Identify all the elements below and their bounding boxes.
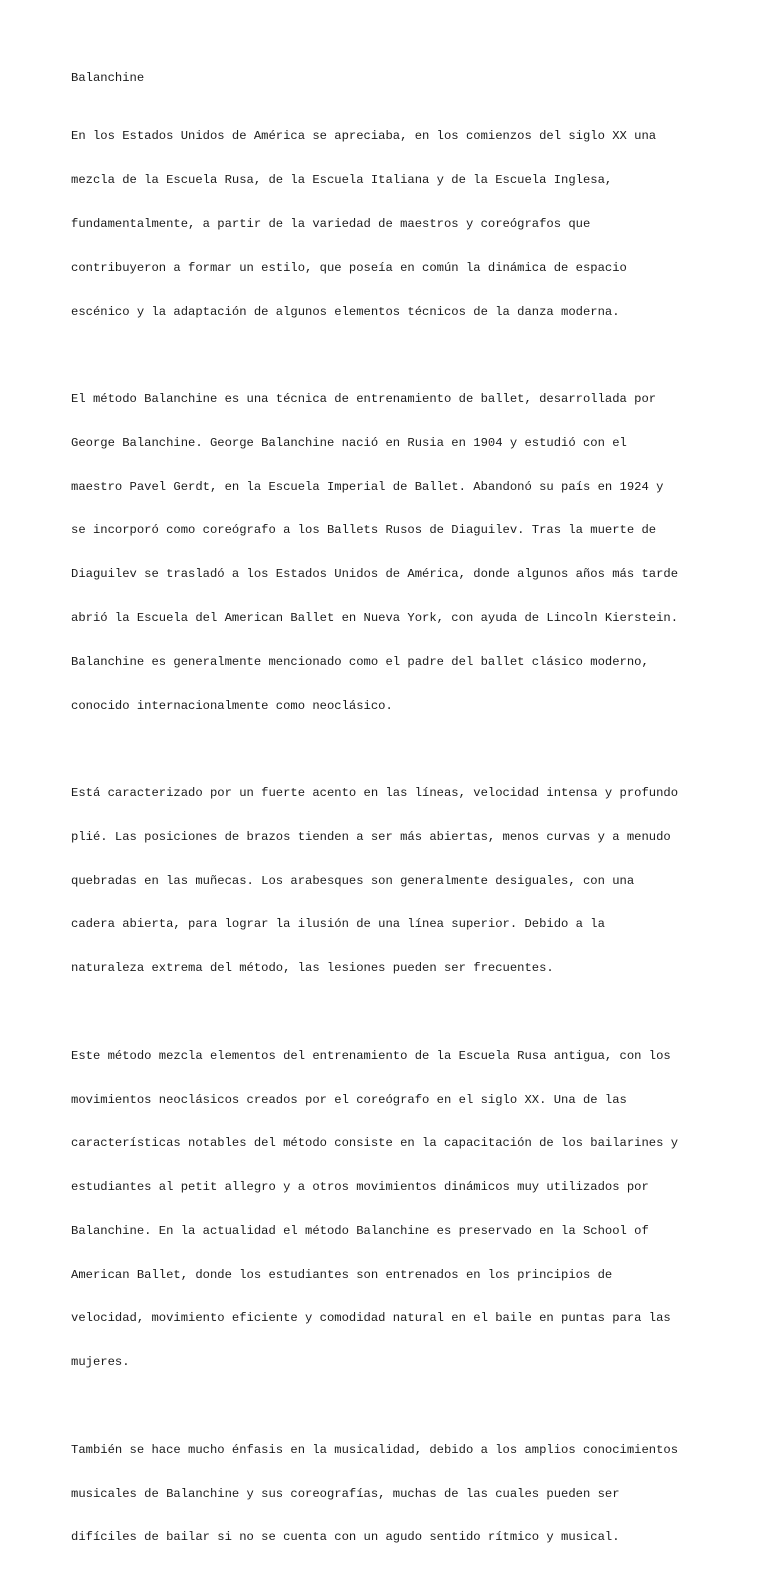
text-line: Balanchine es generalmente mencionado como el padre del ballet clásico moderno, bbox=[71, 654, 649, 669]
text-line: difíciles de bailar si no se cuenta con un agudo sentido rítmico y musical. bbox=[71, 1530, 620, 1545]
text-line: plié. Las posiciones de brazos tienden a ser más abiertas, menos curvas y a menudo bbox=[71, 829, 671, 844]
paragraph-3 bbox=[71, 757, 708, 1005]
text-line: mezcla de la Escuela Rusa, de la Escuela Italiana y de la Escuela Inglesa, bbox=[71, 173, 613, 188]
text-line: abrió la Escuela del American Ballet en Nueva York, con ayuda de Lincoln Kierstein. bbox=[71, 610, 679, 625]
text-line: movimientos neoclásicos creados por el coreógrafo en el siglo XX. Una de las bbox=[71, 1092, 627, 1107]
text-line: mujeres. bbox=[71, 1355, 130, 1370]
text-line: American Ballet, donde los estudiantes son entrenados en los principios de bbox=[71, 1267, 613, 1282]
text-line: naturaleza extrema del método, las lesiones pueden ser frecuentes. bbox=[71, 961, 554, 976]
text-line: También se hace mucho énfasis en la musicalidad, debido a los amplios conocimientos bbox=[71, 1442, 679, 1457]
paragraph-1 bbox=[71, 100, 708, 348]
text-line: Diaguilev se trasladó a los Estados Unidos de América, donde algunos años más tarde bbox=[71, 567, 679, 582]
text-line: Está caracterizado por un fuerte acento en las líneas, velocidad intensa y profundo bbox=[71, 786, 679, 801]
text-line: maestro Pavel Gerdt, en la Escuela Imperial de Ballet. Abandonó su país en 1924 y bbox=[71, 479, 664, 494]
paragraph-2 bbox=[71, 363, 708, 742]
paragraph-5 bbox=[71, 1414, 708, 1574]
text-line: estudiantes al petit allegro y a otros movimientos dinámicos muy utilizados por bbox=[71, 1180, 649, 1195]
text-line: quebradas en las muñecas. Los arabesques son generalmente desiguales, con una bbox=[71, 873, 635, 888]
text-line: cadera abierta, para lograr la ilusión de una línea superior. Debido a la bbox=[71, 917, 605, 932]
text-line: George Balanchine. George Balanchine nació en Rusia en 1904 y estudió con el bbox=[71, 435, 627, 450]
text-line: Balanchine. En la actualidad el método Balanchine es preservado en la School of bbox=[71, 1223, 649, 1238]
text-line: escénico y la adaptación de algunos elementos técnicos de la danza moderna. bbox=[71, 304, 620, 319]
text-line: se incorporó como coreógrafo a los Ballets Rusos de Diaguilev. Tras la muerte de bbox=[71, 523, 657, 538]
document-title: Balanchine bbox=[71, 71, 145, 85]
text-line: velocidad, movimiento eficiente y comodidad natural en el baile en puntas para las bbox=[71, 1311, 671, 1326]
text-line: fundamentalmente, a partir de la variedad de maestros y coreógrafos que bbox=[71, 216, 591, 231]
text-line: contribuyeron a formar un estilo, que poseía en común la dinámica de espacio bbox=[71, 260, 627, 275]
text-line: El método Balanchine es una técnica de entrenamiento de ballet, desarrollada por bbox=[71, 392, 657, 407]
paragraph-4 bbox=[71, 1020, 708, 1399]
text-line: características notables del método consiste en la capacitación de los bailarines y bbox=[71, 1136, 679, 1151]
text-line: conocido internacionalmente como neoclásico. bbox=[71, 698, 393, 713]
text-line: En los Estados Unidos de América se apreciaba, en los comienzos del siglo XX una bbox=[71, 129, 657, 144]
text-line: musicales de Balanchine y sus coreografías, muchas de las cuales pueden ser bbox=[71, 1486, 620, 1501]
text-line: Este método mezcla elementos del entrenamiento de la Escuela Rusa antigua, con los bbox=[71, 1048, 671, 1063]
